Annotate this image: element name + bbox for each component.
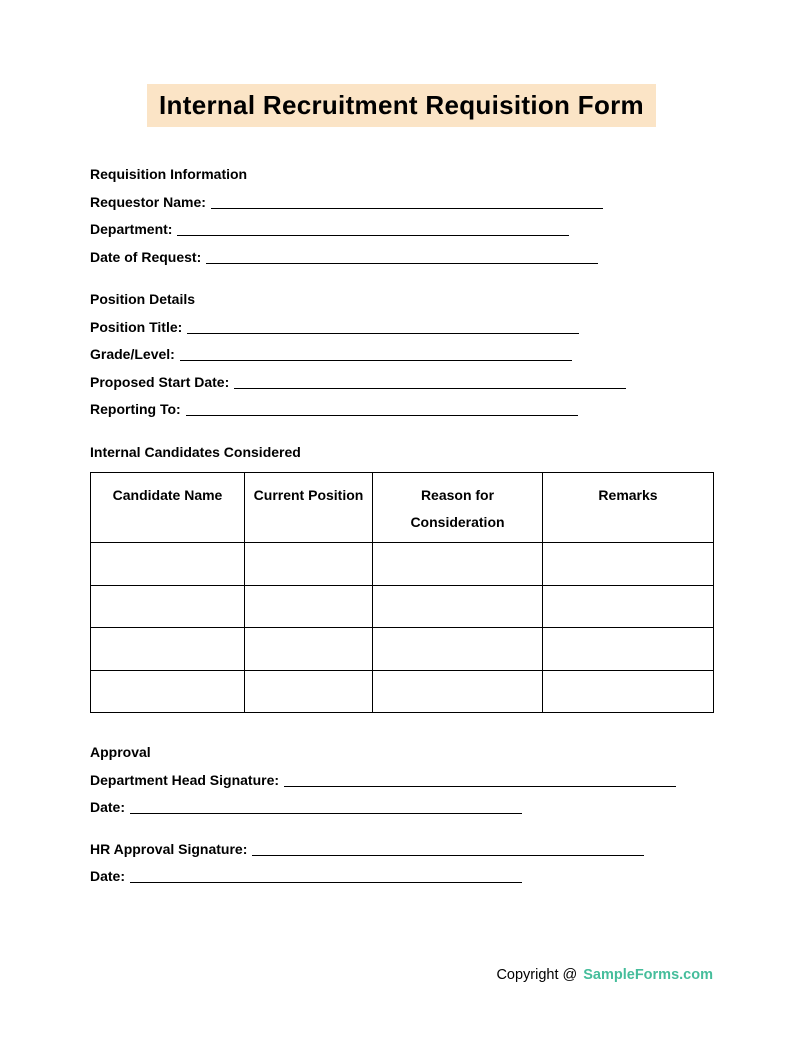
table-row [91, 670, 714, 713]
position-details-heading: Position Details [90, 291, 196, 307]
requestor-name-label: Requestor Name: [90, 193, 206, 210]
field-reporting-to [90, 396, 713, 424]
table-cell [373, 670, 543, 713]
table-cell [91, 543, 245, 586]
column-header-current-position: Current Position [245, 473, 373, 543]
reporting-to-blank-line [186, 415, 578, 416]
table-cell [245, 628, 373, 671]
table-row [91, 628, 714, 671]
requestor-name-blank-line [211, 208, 603, 209]
table-cell [91, 585, 245, 628]
date-of-request-blank-line [206, 263, 598, 264]
table-cell [543, 670, 714, 713]
section-approval [90, 739, 713, 891]
table-header-row [91, 473, 714, 543]
field-department-head-date [90, 794, 713, 822]
table-cell [373, 543, 543, 586]
table-cell [91, 628, 245, 671]
table-cell [373, 628, 543, 671]
grade-level-blank-line [180, 360, 572, 361]
field-department-head-signature [90, 767, 713, 795]
field-department [90, 216, 713, 244]
grade-level-label: Grade/Level: [90, 346, 175, 362]
position-title-blank-line [187, 333, 579, 334]
column-header-candidate-name: Candidate Name [91, 473, 245, 543]
table-cell [245, 543, 373, 586]
internal-candidates-heading: Internal Candidates Considered [90, 443, 301, 460]
copyright-text: Copyright @ [496, 966, 578, 983]
proposed-start-date-blank-line [234, 388, 626, 389]
hr-approval-signature-blank-line [252, 855, 644, 856]
hr-approval-date-label: Date: [90, 868, 126, 884]
field-proposed-start-date [90, 369, 713, 397]
department-head-date-label: Date: [90, 799, 126, 815]
table-cell [543, 585, 714, 628]
table-cell [91, 670, 245, 713]
reporting-to-label: Reporting To: [90, 401, 181, 417]
department-head-signature-label: Department Head Signature: [90, 771, 280, 788]
date-of-request-label: Date of Request: [90, 248, 202, 265]
title-row [90, 84, 713, 127]
table-row [91, 543, 714, 586]
table-cell [543, 543, 714, 586]
position-title-label: Position Title: [90, 318, 183, 335]
table-row [91, 585, 714, 628]
requisition-information-heading: Requisition Information [90, 166, 248, 182]
section-position-details [90, 286, 713, 424]
department-head-signature-blank-line [284, 786, 676, 787]
table-cell [245, 585, 373, 628]
department-head-date-blank-line [130, 813, 522, 814]
section-internal-candidates [90, 439, 713, 714]
column-header-reason-for-consideration: Reason for Consideration [373, 473, 543, 543]
hr-approval-signature-label: HR Approval Signature: [90, 840, 248, 857]
department-label: Department: [90, 221, 173, 237]
sampleforms-link[interactable]: SampleForms.com [583, 966, 713, 983]
table-cell [373, 585, 543, 628]
section-requisition-information [90, 161, 713, 271]
field-requestor-name [90, 189, 713, 217]
table-cell [543, 628, 714, 671]
column-header-remarks: Remarks [543, 473, 714, 543]
hr-approval-date-blank-line [130, 882, 522, 883]
approval-heading: Approval [90, 744, 151, 760]
field-hr-approval-signature [90, 836, 713, 864]
footer [90, 967, 713, 983]
proposed-start-date-label: Proposed Start Date: [90, 373, 230, 390]
field-grade-level [90, 341, 713, 369]
field-date-of-request [90, 244, 713, 272]
candidates-table [90, 472, 714, 713]
table-cell [245, 670, 373, 713]
field-position-title [90, 314, 713, 342]
department-blank-line [177, 235, 569, 236]
field-hr-approval-date [90, 863, 713, 891]
page-title: Internal Recruitment Requisition Form [147, 84, 656, 127]
